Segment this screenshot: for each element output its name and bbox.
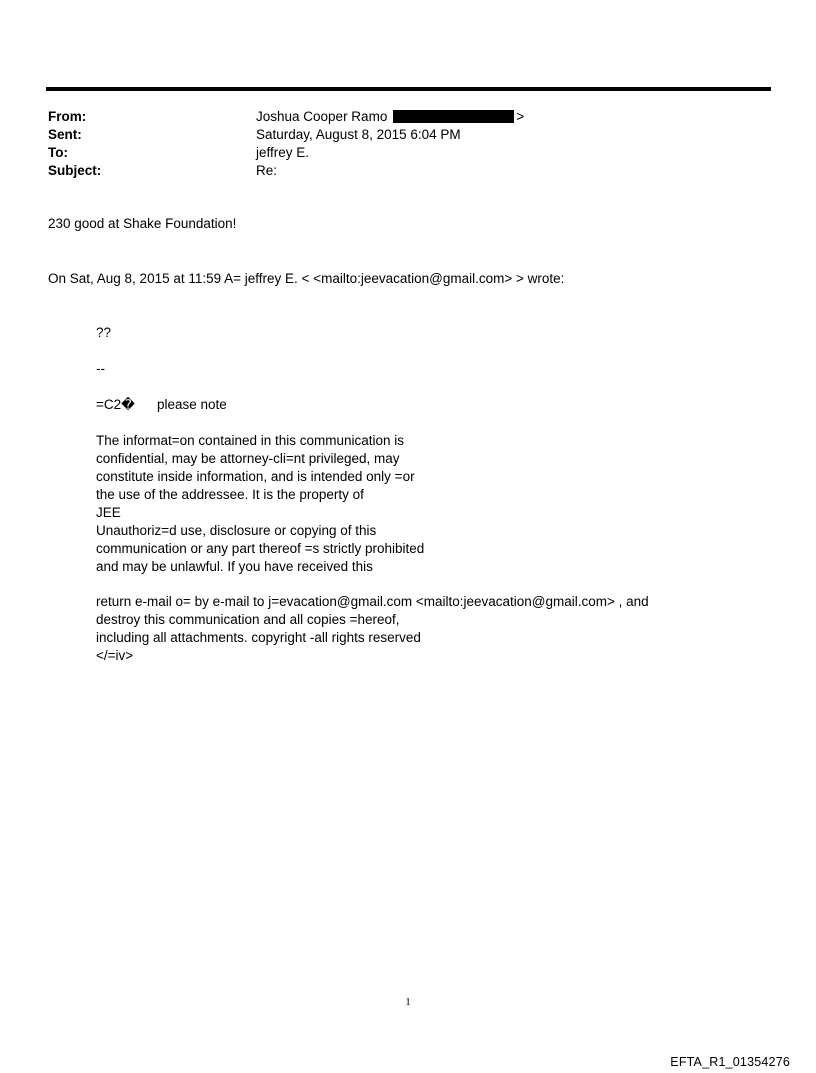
disclaimer-line: JEE: [96, 505, 121, 520]
sent-label: Sent:: [48, 127, 82, 142]
to-label: To:: [48, 145, 68, 160]
disclaimer-line: constitute inside information, and is intended only =or: [96, 469, 415, 484]
disclaimer-line: communication or any part thereof =s strictly prohibited: [96, 541, 425, 556]
sent-value: Saturday, August 8, 2015 6:04 PM: [256, 127, 461, 142]
subject-row: [48, 162, 748, 180]
subject-value: Re:: [256, 163, 278, 178]
from-value: [256, 108, 524, 126]
to-value: jeffrey E.: [256, 145, 310, 160]
sent-row: [48, 126, 748, 144]
redaction-box: [393, 110, 514, 123]
from-row: [48, 108, 748, 126]
quoted-line-dashes: --: [96, 361, 105, 376]
quoted-line-question: ??: [96, 325, 112, 340]
please-note-text: please note: [156, 397, 227, 412]
disclaimer-line: the use of the addressee. It is the property of: [96, 487, 364, 502]
disclaimer-block: [96, 432, 424, 576]
page-number: 1: [405, 996, 411, 1008]
subject-label: Subject:: [48, 163, 102, 178]
sender-name: Joshua Cooper Ramo: [256, 109, 388, 124]
quoted-line-note: [96, 396, 227, 414]
disclaimer-line: confidential, may be attorney-cli=nt privileged, may: [96, 451, 400, 466]
sender-email-suffix: >: [516, 109, 525, 124]
return-line: including all attachments. copyright -all rights reserved: [96, 630, 421, 645]
from-label: From:: [48, 109, 87, 124]
disclaimer-line: Unauthoriz=d use, disclosure or copying of this: [96, 523, 377, 538]
disclaimer-line: and may be unlawful. If you have received this: [96, 559, 373, 574]
to-row: [48, 144, 748, 162]
return-instructions-block: [96, 593, 649, 665]
header-rule: [46, 87, 771, 91]
quote-header: On Sat, Aug 8, 2015 at 11:59 A= jeffrey E. < <mailto:jeevacation@gmail.com> > wrote:: [48, 271, 565, 286]
disclaimer-line: The informat=on contained in this communication is: [96, 433, 405, 448]
return-line: </=iv>: [96, 648, 134, 663]
email-header: [48, 108, 748, 180]
encoding-artifact: =C2�: [96, 397, 135, 412]
document-id: EFTA_R1_01354276: [670, 1055, 790, 1069]
return-line: return e-mail o= by e-mail to j=evacation@gmail.com <mailto:jeevacation@gmail.com> , and: [96, 594, 649, 609]
return-line: destroy this communication and all copies =hereof,: [96, 612, 400, 627]
reply-body: 230 good at Shake Foundation!: [48, 216, 237, 231]
